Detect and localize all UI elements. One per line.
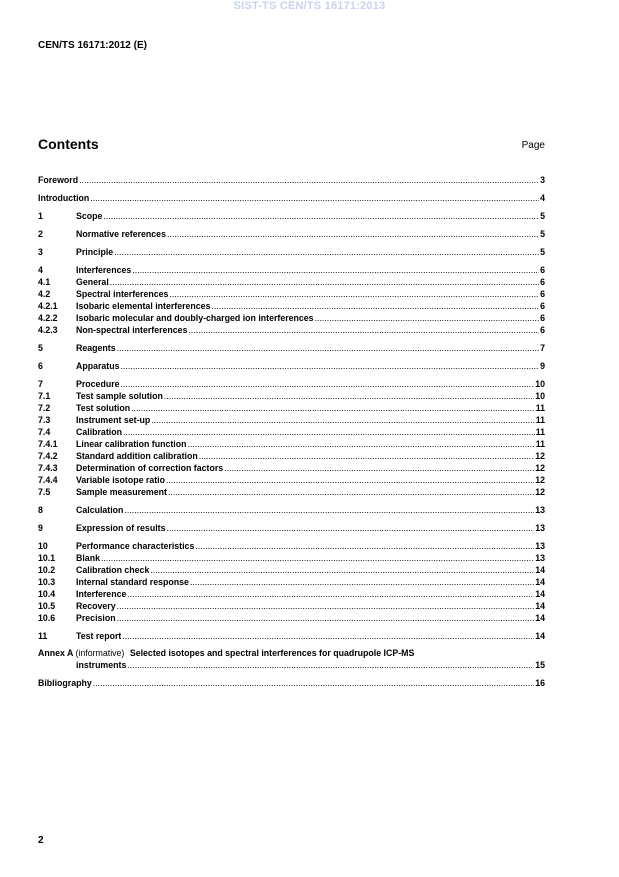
leader-dots bbox=[168, 486, 534, 498]
toc-entry-title: Blank bbox=[76, 553, 100, 563]
contents-title: Contents bbox=[38, 136, 99, 152]
toc-entry-page: 10 bbox=[535, 391, 545, 401]
toc-entry[interactable] bbox=[38, 360, 545, 372]
toc-entry-annex-a[interactable] bbox=[38, 647, 545, 671]
leader-dots bbox=[167, 228, 539, 240]
toc-entry[interactable] bbox=[38, 474, 545, 486]
leader-dots bbox=[93, 677, 534, 689]
toc-entry-number: 7.4.1 bbox=[38, 439, 58, 449]
toc-entry[interactable] bbox=[38, 324, 545, 336]
toc-entry-page: 6 bbox=[540, 265, 545, 275]
toc-entry-title: Interference bbox=[76, 589, 127, 599]
toc-entry[interactable] bbox=[38, 552, 545, 564]
document-id: CEN/TS 16171:2012 (E) bbox=[38, 40, 147, 51]
toc-entry[interactable] bbox=[38, 264, 545, 276]
bibliography-title: Bibliography bbox=[38, 678, 92, 688]
bibliography-page: 16 bbox=[535, 678, 545, 688]
toc-entry-title: Procedure bbox=[76, 379, 120, 389]
toc-entry-page: 14 bbox=[535, 565, 545, 575]
toc-entry-number: 7.1 bbox=[38, 391, 51, 401]
toc-entry-title: Foreword bbox=[38, 175, 79, 185]
toc-entry[interactable] bbox=[38, 600, 545, 612]
toc-entry-number: 10.5 bbox=[38, 601, 56, 611]
toc-entry-number: 4.2 bbox=[38, 289, 51, 299]
toc-entry-number: 4.1 bbox=[38, 277, 51, 287]
leader-dots bbox=[166, 474, 534, 486]
leader-dots bbox=[224, 462, 534, 474]
leader-dots bbox=[199, 450, 535, 462]
toc-entry-number: 7.5 bbox=[38, 487, 51, 497]
toc-entry-title: Test sample solution bbox=[76, 391, 163, 401]
toc-entry-title: Variable isotope ratio bbox=[76, 475, 165, 485]
leader-dots bbox=[117, 600, 535, 612]
toc-entry-number: 2 bbox=[38, 229, 43, 239]
toc-entry-page: 14 bbox=[535, 577, 545, 587]
toc-entry-number: 10.4 bbox=[38, 589, 56, 599]
toc-entry-page: 5 bbox=[540, 211, 545, 221]
watermark: SIST-TS CEN/TS 16171:2013 bbox=[233, 0, 386, 12]
toc-entry-title: Determination of correction factors bbox=[76, 463, 224, 473]
toc-entry[interactable] bbox=[38, 288, 545, 300]
toc-entry[interactable] bbox=[38, 450, 545, 462]
leader-dots bbox=[79, 174, 539, 186]
toc-entry-page: 13 bbox=[535, 505, 545, 515]
toc-entry-title: Linear calibration function bbox=[76, 439, 187, 449]
toc-entry[interactable] bbox=[38, 246, 545, 258]
leader-dots bbox=[211, 300, 539, 312]
toc-entries bbox=[38, 174, 545, 642]
toc-entry-page: 12 bbox=[535, 463, 545, 473]
toc-entry-title: Performance characteristics bbox=[76, 541, 195, 551]
toc-entry[interactable] bbox=[38, 426, 545, 438]
toc-entry-page: 6 bbox=[540, 277, 545, 287]
toc-entry-page: 11 bbox=[535, 439, 545, 449]
toc-entry-page: 13 bbox=[535, 523, 545, 533]
toc-entry-page: 12 bbox=[535, 475, 545, 485]
toc-entry-page: 6 bbox=[540, 289, 545, 299]
annex-page: 15 bbox=[535, 660, 545, 670]
toc-entry-number: 1 bbox=[38, 211, 43, 221]
toc-entry[interactable] bbox=[38, 390, 545, 402]
toc-entry-title: Standard addition calibration bbox=[76, 451, 198, 461]
toc-entry[interactable] bbox=[38, 414, 545, 426]
toc-entry-page: 13 bbox=[535, 553, 545, 563]
toc-entry-title: General bbox=[76, 277, 109, 287]
toc-entry-page: 6 bbox=[540, 313, 545, 323]
toc-entry-number: 7.3 bbox=[38, 415, 51, 425]
leader-dots bbox=[315, 312, 540, 324]
leader-dots bbox=[195, 540, 534, 552]
toc-entry-number: 7.4.3 bbox=[38, 463, 58, 473]
toc-entry-title: Spectral interferences bbox=[76, 289, 169, 299]
toc-entry-page: 3 bbox=[540, 175, 545, 185]
toc-entry[interactable] bbox=[38, 486, 545, 498]
toc-entry-number: 7.4.4 bbox=[38, 475, 58, 485]
toc-entry-title: Isobaric molecular and doubly-charged ion interferences bbox=[76, 313, 314, 323]
leader-dots bbox=[190, 576, 534, 588]
leader-dots bbox=[117, 612, 535, 624]
toc-entry-number: 7.4 bbox=[38, 427, 51, 437]
toc-entry-number: 4.2.3 bbox=[38, 325, 58, 335]
toc-entry-number: 7 bbox=[38, 379, 43, 389]
leader-dots bbox=[121, 378, 535, 390]
toc-entry[interactable] bbox=[38, 522, 545, 534]
toc-entry[interactable] bbox=[38, 462, 545, 474]
toc-entry[interactable] bbox=[38, 588, 545, 600]
toc-entry-page: 4 bbox=[540, 193, 545, 203]
toc-entry-title: Calculation bbox=[76, 505, 124, 515]
toc-entry-number: 5 bbox=[38, 343, 43, 353]
toc-entry-title: Sample measurement bbox=[76, 487, 167, 497]
toc-entry-title: Internal standard response bbox=[76, 577, 189, 587]
leader-dots bbox=[90, 192, 539, 204]
annex-title-line1: Selected isotopes and spectral interferences for quadrupole ICP-MS bbox=[129, 648, 415, 658]
toc-entry[interactable] bbox=[38, 174, 545, 186]
page-number: 2 bbox=[38, 835, 44, 846]
leader-dots bbox=[131, 402, 535, 414]
toc-entry-page: 14 bbox=[535, 589, 545, 599]
leader-dots bbox=[151, 414, 534, 426]
leader-dots bbox=[164, 390, 534, 402]
annex-title-line2: instruments bbox=[76, 660, 127, 670]
toc-entry-title: Normative references bbox=[76, 229, 166, 239]
toc-entry-number: 10.2 bbox=[38, 565, 56, 575]
toc-entry-title: Isobaric elemental interferences bbox=[76, 301, 211, 311]
toc-entry-page: 14 bbox=[535, 601, 545, 611]
toc-entry-page: 10 bbox=[535, 379, 545, 389]
leader-dots bbox=[127, 659, 534, 671]
toc-entry-title: Reagents bbox=[76, 343, 116, 353]
leader-dots bbox=[188, 324, 539, 336]
leader-dots bbox=[101, 552, 534, 564]
leader-dots bbox=[187, 438, 534, 450]
toc-entry[interactable] bbox=[38, 210, 545, 222]
toc-entry-number: 6 bbox=[38, 361, 43, 371]
toc-entry-number: 9 bbox=[38, 523, 43, 533]
toc-entry-page: 5 bbox=[540, 229, 545, 239]
leader-dots bbox=[117, 342, 539, 354]
toc-entry[interactable] bbox=[38, 192, 545, 204]
page-column-label: Page bbox=[521, 140, 545, 151]
toc-entry[interactable] bbox=[38, 540, 545, 552]
leader-dots bbox=[124, 504, 534, 516]
leader-dots bbox=[110, 276, 539, 288]
toc-entry-number: 10.1 bbox=[38, 553, 56, 563]
toc-entry-page: 11 bbox=[535, 415, 545, 425]
toc-entry-number: 10.3 bbox=[38, 577, 56, 587]
toc-entry[interactable] bbox=[38, 438, 545, 450]
toc-entry-title: Recovery bbox=[76, 601, 116, 611]
toc-entry-page: 6 bbox=[540, 301, 545, 311]
toc-entry-number: 7.2 bbox=[38, 403, 51, 413]
toc-entry-title: Precision bbox=[76, 613, 116, 623]
toc-entry-title: Apparatus bbox=[76, 361, 120, 371]
leader-dots bbox=[114, 246, 539, 258]
toc-entry-number: 8 bbox=[38, 505, 43, 515]
toc-entry-page: 12 bbox=[535, 487, 545, 497]
toc-entry-number: 4 bbox=[38, 265, 43, 275]
leader-dots bbox=[127, 588, 534, 600]
toc-entry-number: 10 bbox=[38, 541, 48, 551]
leader-dots bbox=[169, 288, 539, 300]
toc-entry-title: Interferences bbox=[76, 265, 132, 275]
leader-dots bbox=[103, 210, 539, 222]
toc-entry[interactable] bbox=[38, 576, 545, 588]
toc-entry-title: Introduction bbox=[38, 193, 90, 203]
toc-entry[interactable] bbox=[38, 504, 545, 516]
toc-entry-title: Test solution bbox=[76, 403, 131, 413]
annex-qualifier: (informative) bbox=[75, 648, 125, 658]
leader-dots bbox=[150, 564, 534, 576]
toc-entry-page: 14 bbox=[535, 631, 545, 641]
toc-entry-title: Principle bbox=[76, 247, 114, 257]
toc-entry-page: 6 bbox=[540, 325, 545, 335]
table-of-contents bbox=[38, 174, 545, 689]
toc-entry-title: Scope bbox=[76, 211, 103, 221]
toc-entry[interactable] bbox=[38, 378, 545, 390]
toc-entry[interactable] bbox=[38, 630, 545, 642]
leader-dots bbox=[122, 630, 534, 642]
toc-entry-bibliography[interactable] bbox=[38, 677, 545, 689]
toc-entry-number: 10.6 bbox=[38, 613, 56, 623]
leader-dots bbox=[121, 360, 540, 372]
toc-entry-number: 11 bbox=[38, 631, 48, 641]
toc-entry-number: 4.2.2 bbox=[38, 313, 58, 323]
toc-entry-page: 11 bbox=[535, 403, 545, 413]
toc-entry-page: 11 bbox=[535, 427, 545, 437]
toc-entry[interactable] bbox=[38, 228, 545, 240]
toc-entry[interactable] bbox=[38, 342, 545, 354]
toc-entry[interactable] bbox=[38, 312, 545, 324]
toc-entry-page: 7 bbox=[540, 343, 545, 353]
toc-entry[interactable] bbox=[38, 564, 545, 576]
toc-entry[interactable] bbox=[38, 300, 545, 312]
toc-entry-page: 5 bbox=[540, 247, 545, 257]
toc-entry[interactable] bbox=[38, 612, 545, 624]
leader-dots bbox=[166, 522, 534, 534]
toc-entry-number: 7.4.2 bbox=[38, 451, 58, 461]
toc-entry-title: Expression of results bbox=[76, 523, 166, 533]
toc-entry[interactable] bbox=[38, 276, 545, 288]
leader-dots bbox=[132, 264, 539, 276]
toc-entry-title: Test report bbox=[76, 631, 122, 641]
toc-entry[interactable] bbox=[38, 402, 545, 414]
toc-entry-page: 9 bbox=[540, 361, 545, 371]
toc-entry-title: Calibration bbox=[76, 427, 122, 437]
toc-entry-title: Non-spectral interferences bbox=[76, 325, 188, 335]
toc-entry-number: 4.2.1 bbox=[38, 301, 58, 311]
toc-entry-number: 3 bbox=[38, 247, 43, 257]
annex-label: Annex A bbox=[38, 648, 74, 658]
toc-entry-title: Instrument set-up bbox=[76, 415, 151, 425]
toc-entry-page: 13 bbox=[535, 541, 545, 551]
toc-entry-title: Calibration check bbox=[76, 565, 150, 575]
leader-dots bbox=[123, 426, 535, 438]
toc-entry-page: 12 bbox=[535, 451, 545, 461]
toc-entry-page: 14 bbox=[535, 613, 545, 623]
